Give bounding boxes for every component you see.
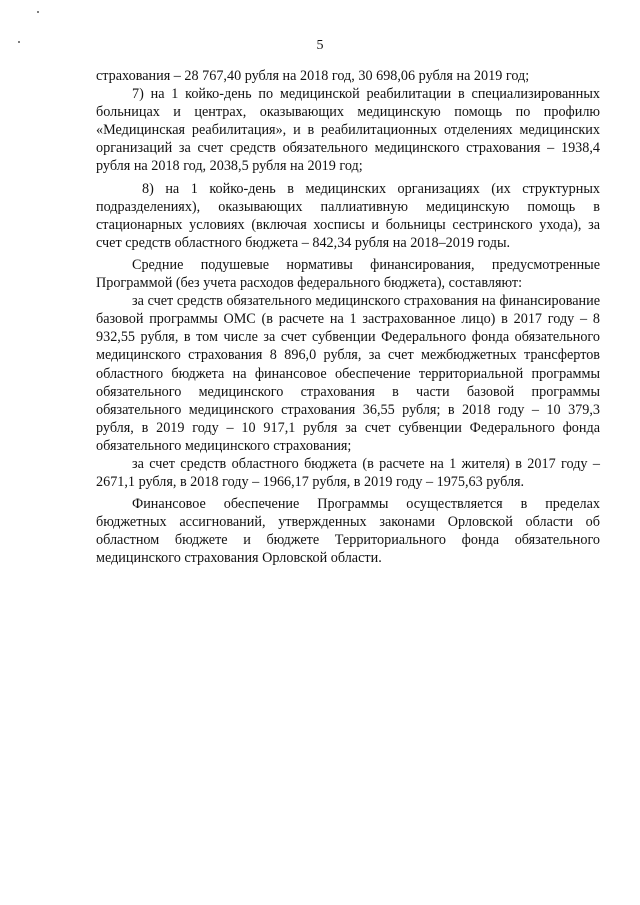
paragraph-item-7: 7) на 1 койко-день по медицинской реабилитации в специализированных больницах и центрах, оказывающих медицинскую помощь по профилю «Медицинская реабилитация», и в реабилитационных отделениях медицинских организаций за счет средств обязательного медицинского страхования – 1938,4 рубля на 2018 год, 2038,5 рубля на 2019 год; — [96, 86, 600, 175]
scan-speck — [37, 11, 39, 13]
paragraph-regional-budget-norms: за счет средств областного бюджета (в расчете на 1 жителя) в 2017 году – 2671,1 рубля, в 2018 году – 1966,17 рубля, в 2019 году – 1975,63 рубля. — [96, 455, 600, 491]
page-number: 5 — [316, 38, 324, 53]
paragraph-financing: Финансовое обеспечение Программы осуществляется в пределах бюджетных ассигнований, утвержденных законами Орловской области об областном бюджете и бюджете Территориального фонда обязательного медицинского страхования Орловской области. — [96, 496, 600, 567]
paragraph-norms-intro: Средние подушевые нормативы финансирования, предусмотренные Программой (без учета расходов федерального бюджета), составляют: — [96, 256, 600, 292]
paragraph-continuation: страхования – 28 767,40 рубля на 2018 год, 30 698,06 рубля на 2019 год; — [96, 68, 530, 84]
document-body — [96, 67, 600, 568]
paragraph-item-8: 8) на 1 койко-день в медицинских организациях (их структурных подразделениях), оказывающих паллиативную медицинскую помощь в стационарных условиях (включая хосписы и больницы сестринского ухода), за счет средств областного бюджета – 842,34 рубля на 2018–2019 годы. — [96, 180, 600, 251]
paragraph-oms-norms: за счет средств обязательного медицинского страхования на финансирование базовой программы ОМС (в расчете на 1 застрахованное лицо) в 2017 году – 8 932,55 рубля, в том числе за счет субвенции Федерального фонда обязательного медицинского страхования 8 896,0 рубля, за счет межбюджетных трансфертов областного бюджета на финансовое обеспечение территориальной программы обязательного медицинского страхования в части базовой программы обязательного медицинского страхования 36,55 рубля; в 2018 году – 10 379,3 рубля, в 2019 году – 10 917,1 рубля за счет субвенции Федерального фонда обязательного медицинского страхования; — [96, 293, 600, 454]
